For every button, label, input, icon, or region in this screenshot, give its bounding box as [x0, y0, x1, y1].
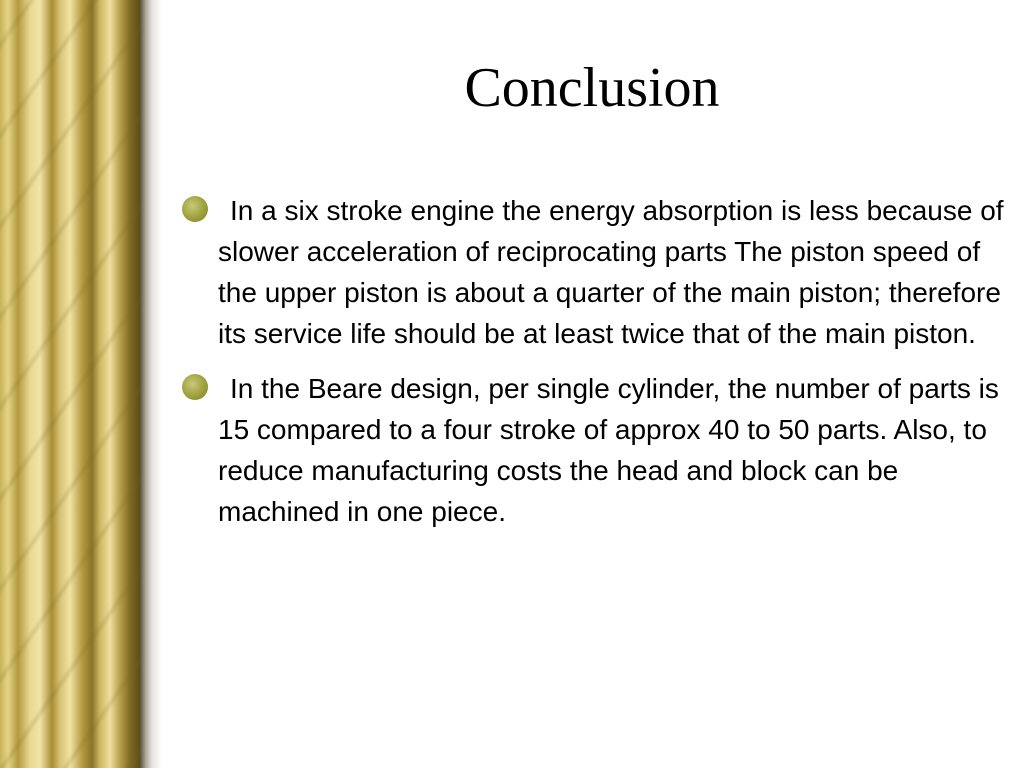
bullet-item	[180, 190, 1005, 354]
bullet-circle-icon	[182, 374, 208, 400]
column-shadow	[140, 0, 162, 768]
bullet-list	[180, 190, 1005, 546]
bullet-text: In the Beare design, per single cylinder, the number of parts is 15 compared to a four stroke of approx 40 to 50 parts. Also, to reduce manufacturing costs the head and block can be machined in one piece.	[218, 373, 999, 527]
bullet-item	[180, 368, 1005, 532]
bullet-text: In a six stroke engine the energy absorption is less because of slower acceleration of reciprocating parts The piston speed of the upper piston is about a quarter of the main piston; therefore its service life should be at least twice that of the main piston.	[218, 195, 1004, 349]
decorative-gold-column	[0, 0, 140, 768]
bullet-circle-icon	[182, 196, 208, 222]
slide-title: Conclusion	[464, 57, 720, 119]
